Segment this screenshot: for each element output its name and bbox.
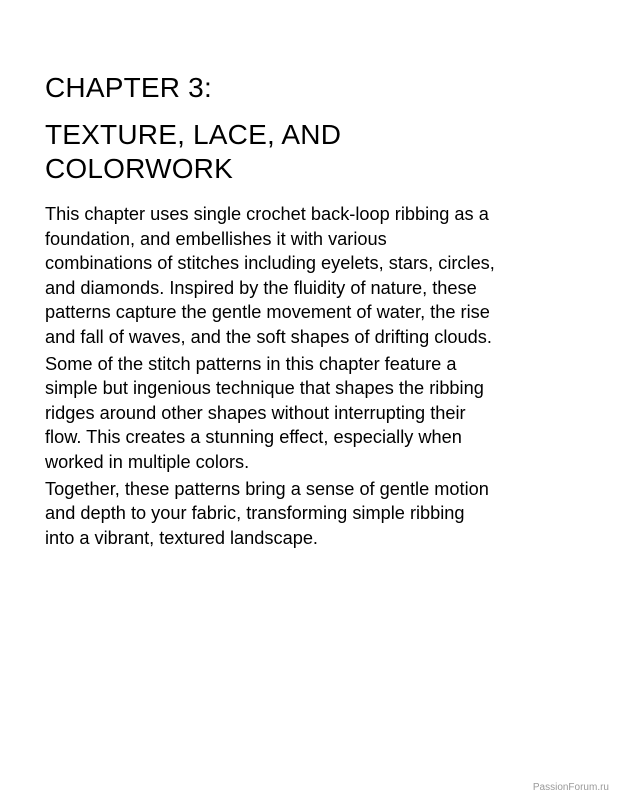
text-line: and diamonds. Inspired by the fluidity of nature, these [45,277,477,298]
text-line: and depth to your fabric, transforming simple ribbing [45,503,465,524]
text-line: This chapter uses single crochet back-loop ribbing as a [45,204,489,224]
paragraph-3 [45,477,575,551]
paragraph-1 [45,202,575,350]
chapter-title-line-1: TEXTURE, LACE, AND [45,119,342,150]
text-line: foundation, and embellishes it with various [45,228,387,249]
paragraph-2 [45,352,575,475]
text-line: Together, these patterns bring a sense of gentle motion [45,478,489,499]
chapter-number: CHAPTER 3: [45,72,212,103]
text-line: Some of the stitch patterns in this chapter feature a [45,353,457,374]
chapter-intro-text [45,202,575,552]
text-line: flow. This creates a stunning effect, especially when [45,427,462,448]
chapter-title [45,118,585,186]
text-line: patterns capture the gentle movement of water, the rise [45,302,490,323]
text-line: simple but ingenious technique that shapes the ribbing [45,378,484,399]
site-watermark: PassionForum.ru [532,782,609,793]
text-line: ridges around other shapes without interrupting their [45,402,466,423]
text-line: and fall of waves, and the soft shapes of drifting clouds. [45,326,492,347]
text-line: into a vibrant, textured landscape. [45,527,318,548]
chapter-title-line-2: COLORWORK [45,153,233,184]
text-line: worked in multiple colors. [45,451,250,472]
text-line: combinations of stitches including eyelets, stars, circles, [45,253,495,274]
